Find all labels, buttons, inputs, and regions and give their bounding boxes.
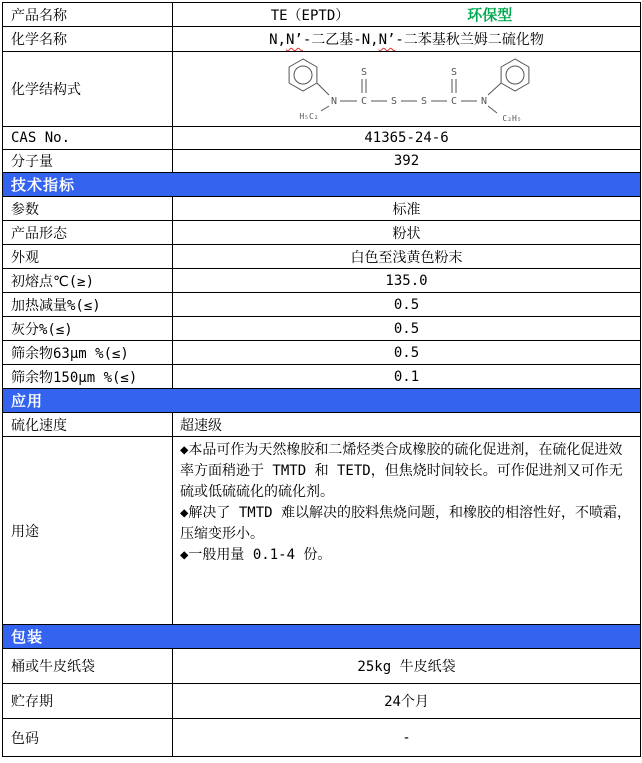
tech-row-label: 外观 — [3, 245, 173, 269]
table-row — [3, 52, 641, 127]
color-code-value: - — [173, 719, 641, 757]
usage-line-3: ◆一般用量 0.1-4 份。 — [180, 547, 332, 563]
table-row — [3, 413, 641, 437]
product-name-label: 产品名称 — [3, 3, 173, 27]
table-row — [3, 197, 641, 221]
table-row — [3, 269, 641, 293]
atom-s-mid-right: S — [420, 96, 427, 107]
cure-speed-label: 硫化速度 — [3, 413, 173, 437]
section-bar-tech — [3, 173, 641, 197]
section-bar-tech-title: 技术指标 — [3, 173, 641, 197]
tech-row-value: 0.5 — [173, 293, 641, 317]
atom-c-left: C — [360, 96, 367, 107]
chem-name-part: -二乙基-N, — [302, 32, 379, 48]
ethyl-right-label: C₂H₅ — [501, 114, 522, 123]
tech-row-value: 0.5 — [173, 341, 641, 365]
tech-row-label: 筛余物63μm %(≤) — [3, 341, 173, 365]
table-row — [3, 341, 641, 365]
chem-name-value — [173, 27, 641, 52]
tech-row-label: 灰分%(≤) — [3, 317, 173, 341]
table-row — [3, 3, 641, 27]
packaging-row-label: 桶或牛皮纸袋 — [3, 649, 173, 684]
usage-label: 用途 — [3, 437, 173, 625]
section-bar-application — [3, 389, 641, 413]
table-row — [3, 221, 641, 245]
chem-name-part: -二苯基秋兰姆二硫化物 — [395, 32, 544, 48]
tech-row-value: 0.5 — [173, 317, 641, 341]
product-name-value: TE（EPTD） — [270, 7, 350, 24]
tech-row-value: 135.0 — [173, 269, 641, 293]
tech-row-value: 0.1 — [173, 365, 641, 389]
cas-label: CAS No. — [3, 127, 173, 150]
atom-s-top-right: S — [450, 67, 457, 78]
table-row — [3, 719, 641, 757]
table-row — [3, 27, 641, 52]
chemical-structure-drawing — [257, 53, 557, 125]
cure-speed-value: 超速级 — [173, 413, 641, 437]
storage-period-label: 贮存期 — [3, 684, 173, 719]
table-row — [3, 245, 641, 269]
atom-c-right: C — [450, 96, 457, 107]
table-row — [3, 365, 641, 389]
cas-value: 41365-24-6 — [173, 127, 641, 150]
section-bar-application-title: 应用 — [3, 389, 641, 413]
molecular-weight-label: 分子量 — [3, 150, 173, 173]
table-row — [3, 127, 641, 150]
chem-name-label: 化学名称 — [3, 27, 173, 52]
tech-row-label: 加热减量%(≤) — [3, 293, 173, 317]
chem-name-part-squiggle: N’ — [378, 32, 396, 48]
structure-label: 化学结构式 — [3, 52, 173, 127]
table-row — [3, 293, 641, 317]
tech-row-value: 粉状 — [173, 221, 641, 245]
tech-row-label: 参数 — [3, 197, 173, 221]
chem-name-part: N, — [269, 32, 286, 48]
ethyl-left-label: H₅C₂ — [298, 112, 319, 121]
table-row — [3, 684, 641, 719]
usage-line-2: ◆解决了 TMTD 难以解决的胶料焦烧问题，和橡胶的相溶性好，不喷霜，压缩变形小。 — [180, 505, 631, 542]
molecular-weight-value: 392 — [173, 150, 641, 173]
tech-row-label: 初熔点℃(≥) — [3, 269, 173, 293]
table-row — [3, 649, 641, 684]
atom-s-top-left: S — [360, 67, 367, 78]
usage-text-cell — [173, 437, 641, 625]
section-bar-packaging-title: 包装 — [3, 625, 641, 649]
packaging-row-value: 25kg 牛皮纸袋 — [173, 649, 641, 684]
product-name-cell — [173, 3, 641, 27]
table-row — [3, 437, 641, 625]
color-code-label: 色码 — [3, 719, 173, 757]
tech-row-value: 标准 — [173, 197, 641, 221]
atom-n-left: N — [330, 96, 337, 107]
table-row — [3, 150, 641, 173]
section-bar-packaging — [3, 625, 641, 649]
usage-line-1: ◆本品可作为天然橡胶和二烯烃类合成橡胶的硫化促进剂，在硫化促进效率方面稍逊于 TMTD 和 TETD，但焦烧时间较长。可作促进剂又可作无硫或低硫硫化的硫化剂。 — [180, 442, 623, 500]
tech-row-label: 筛余物150μm %(≤) — [3, 365, 173, 389]
tech-row-label: 产品形态 — [3, 221, 173, 245]
chem-name-part-squiggle: N’ — [285, 32, 303, 48]
storage-period-value: 24个月 — [173, 684, 641, 719]
atom-n-right: N — [480, 96, 487, 107]
tech-row-value: 白色至浅黄色粉末 — [173, 245, 641, 269]
product-datasheet-table — [2, 2, 641, 757]
table-row — [3, 317, 641, 341]
atom-s-mid-left: S — [390, 96, 397, 107]
eco-badge: 环保型 — [467, 6, 513, 24]
structure-cell — [173, 52, 641, 127]
